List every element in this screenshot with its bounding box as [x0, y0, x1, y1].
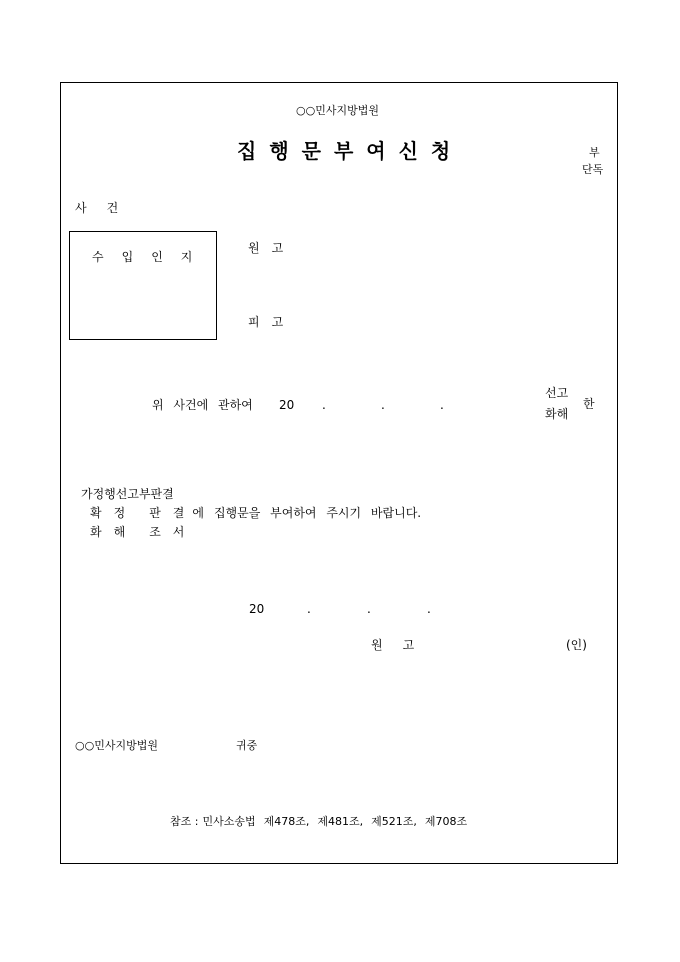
judgment-option-line1: 가정행선고부판결	[81, 487, 174, 501]
signature-plaintiff-label: 원 고	[371, 638, 415, 652]
defendant-label: 피 고	[248, 315, 284, 329]
sentence-year: 20	[279, 398, 295, 412]
sentence-prefix: 위 사건에 관하여	[152, 398, 253, 412]
date-dot-2: .	[367, 602, 371, 616]
date-dot-3: .	[427, 602, 431, 616]
plaintiff-label: 원 고	[248, 241, 284, 255]
addressee-court: ○○민사지방법원	[75, 739, 158, 752]
addressee-honorific: 귀중	[236, 739, 258, 752]
sentence-suffix: 한	[583, 397, 595, 411]
choice-settlement: 화해	[545, 407, 569, 421]
seal-mark: (인)	[566, 638, 587, 652]
copies-count-label: 부	[589, 146, 600, 159]
date-dot-1: .	[307, 602, 311, 616]
judgment-options	[81, 485, 421, 542]
date-year: 20	[249, 602, 265, 616]
form-title: 집행문부여신청	[237, 139, 464, 163]
single-judge-label: 단독	[582, 163, 604, 176]
revenue-stamp-label: 수 입 인 지	[92, 250, 193, 264]
court-name-top: ○○민사지방법원	[296, 104, 379, 117]
legal-reference: 참조 : 민사소송법 제478조, 제481조, 제521조, 제708조	[170, 815, 468, 828]
revenue-stamp-box	[69, 231, 217, 340]
judgment-option-line3: 화 해 조 서	[90, 525, 185, 539]
judgment-option-line2: 확 정 판 결 에 집행문을 부여하여 주시기 바랍니다.	[90, 506, 422, 520]
sentence-date-dot-3: .	[440, 398, 444, 412]
sentence-date-dot-1: .	[322, 398, 326, 412]
sentence-date-dot-2: .	[381, 398, 385, 412]
choice-sentence: 선고	[545, 386, 569, 400]
case-label: 사 건	[75, 201, 119, 215]
